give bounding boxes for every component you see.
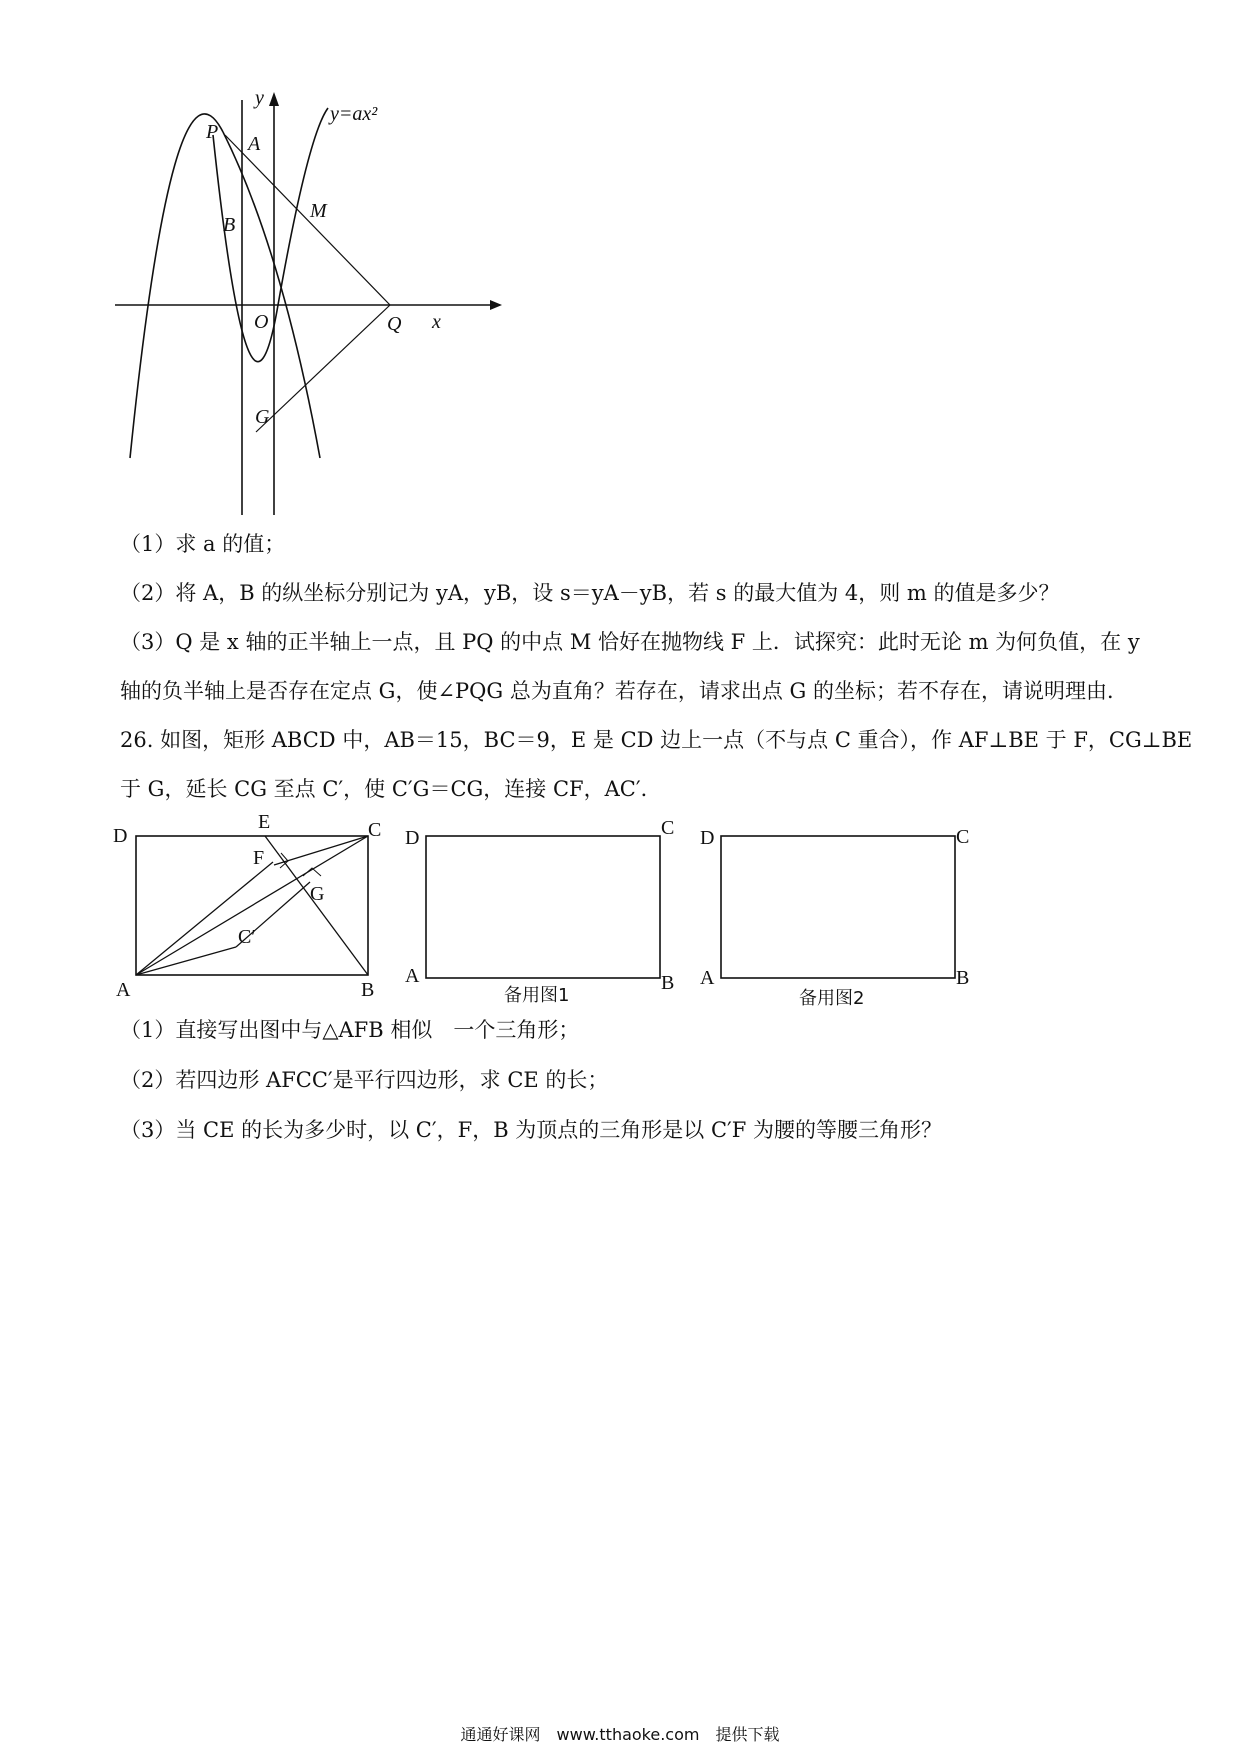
label-B: B xyxy=(223,214,236,236)
q25-part3-line1: （3）Q 是 x 轴的正半轴上一点，且 PQ 的中点 M 恰好在抛物线 F 上．试探究：此时无论 m 为何负值，在 y xyxy=(120,630,1140,654)
parabola-figure xyxy=(110,90,510,520)
label-B: B xyxy=(361,979,375,1001)
label-P: P xyxy=(206,121,219,143)
label-D: D xyxy=(405,827,420,849)
q25-part3-line2: 轴的负半轴上是否存在定点 G，使∠PQG 总为直角？若存在，请求出点 G 的坐标；若不存在，请说明理由． xyxy=(120,679,1128,703)
label-C-prime: C′ xyxy=(238,926,256,948)
label-D: D xyxy=(113,825,128,847)
label-Q: Q xyxy=(387,313,402,335)
label-F: F xyxy=(253,847,265,869)
label-A: A xyxy=(248,133,261,155)
q26-part2: （2）若四边形 AFCC′是平行四边形，求 CE 的长； xyxy=(120,1068,609,1092)
label-G: G xyxy=(310,883,325,905)
rectangle-spare-1 xyxy=(426,836,660,978)
x-axis-arrow xyxy=(490,300,502,310)
label-E: E xyxy=(258,812,271,833)
label-C: C xyxy=(368,819,382,841)
parabola-downward-right xyxy=(223,132,320,458)
q26-part1: （1）直接写出图中与△AFB 相似 一个三角形； xyxy=(120,1018,580,1042)
label-M: M xyxy=(310,200,327,222)
label-C: C xyxy=(661,817,675,839)
label-D: D xyxy=(700,827,715,849)
caption-spare-1: 备用图1 xyxy=(504,985,570,1006)
rectangle-spare-2 xyxy=(721,836,955,978)
label-x-axis: x xyxy=(432,311,441,333)
label-y-axis: y xyxy=(255,90,264,109)
label-A: A xyxy=(405,965,420,987)
segment-AC xyxy=(136,836,368,975)
parabola-downward xyxy=(130,114,223,458)
q26-stem-line2: 于 G，延长 CG 至点 C′，使 C′G＝CG，连接 CF，AC′． xyxy=(120,777,662,801)
label-G: G xyxy=(255,406,270,428)
page-footer: 通通好课网 www.tthaoke.com 提供下载 xyxy=(460,1725,780,1744)
label-C: C xyxy=(956,826,970,848)
label-B: B xyxy=(661,972,675,994)
rectangle-figure-spare-2 xyxy=(695,812,980,1007)
y-axis-arrow xyxy=(269,92,279,106)
rectangle-figure-main xyxy=(110,812,390,1002)
q25-part2: （2）将 A，B 的纵坐标分别记为 yA，yB，设 s＝yA－yB，若 s 的最大值为 4，则 m 的值是多少？ xyxy=(120,581,1060,605)
label-B: B xyxy=(956,967,970,989)
segment-QG xyxy=(256,305,390,432)
label-A: A xyxy=(116,979,131,1001)
caption-spare-2: 备用图2 xyxy=(799,988,865,1007)
segment-AF xyxy=(136,862,273,975)
q25-part1: （1）求 a 的值； xyxy=(120,532,286,556)
rectangle-figure-spare-1 xyxy=(400,812,685,1007)
q26-part3: （3）当 CE 的长为多少时，以 C′，F，B 为顶点的三角形是以 C′F 为腰的等腰三角形？ xyxy=(120,1118,943,1142)
segment-AC-prime xyxy=(136,947,236,975)
segment-BE xyxy=(265,836,368,975)
label-A: A xyxy=(700,967,715,989)
q26-stem-line1: 26. 如图，矩形 ABCD 中，AB＝15，BC＝9，E 是 CD 边上一点（不与点 C 重合），作 AF⊥BE 于 F，CG⊥BE xyxy=(120,728,1193,752)
label-curve: y=ax² xyxy=(330,103,378,125)
label-O: O xyxy=(254,311,269,333)
